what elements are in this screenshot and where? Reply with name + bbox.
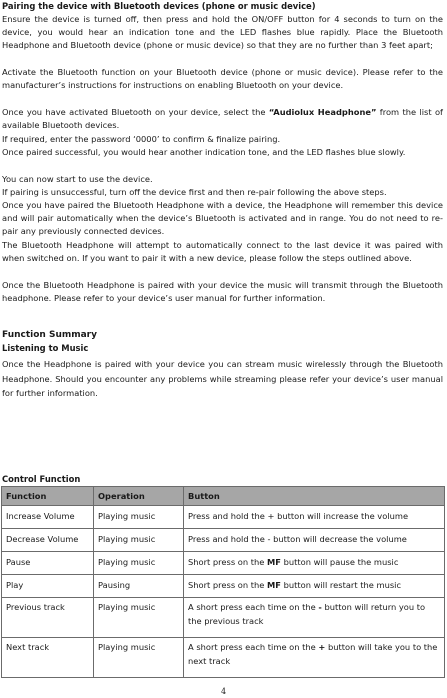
page-number: 4 xyxy=(220,687,227,696)
operation-cell: Pausing xyxy=(94,575,184,598)
device-name: “Audiolux Headphone” xyxy=(268,107,377,117)
pairing-step-password: If required, enter the password ‘0000’ to confirm & finalize pairing. xyxy=(2,134,281,144)
pairing-step-select-device xyxy=(2,106,443,132)
table-row xyxy=(2,552,445,575)
table-row xyxy=(2,638,445,678)
operation-cell: Playing music xyxy=(94,598,184,638)
button-text: Short press on the xyxy=(188,557,268,567)
listening-subheading: Listening to Music xyxy=(2,343,89,353)
table-header-row xyxy=(2,487,445,506)
button-text-end: button will pause the music xyxy=(280,557,399,567)
control-function-table xyxy=(1,486,445,678)
operation-cell: Playing music xyxy=(94,552,184,575)
control-function-heading: Control Function xyxy=(2,474,81,484)
pairing-heading: Pairing the device with Bluetooth devices (phone or music device) xyxy=(2,1,316,11)
select-device-text: Once you have activated Bluetooth on your device, select the xyxy=(2,107,269,117)
column-header-function: Function xyxy=(2,487,94,506)
pairing-step-ready: You can now start to use the device. xyxy=(2,174,153,184)
button-key: - xyxy=(318,602,322,612)
operation-cell: Playing music xyxy=(94,506,184,529)
button-key: MF xyxy=(267,557,281,567)
button-cell xyxy=(184,575,445,598)
button-cell xyxy=(184,638,445,678)
button-key: + xyxy=(318,642,326,652)
button-text: Short press on the xyxy=(188,580,268,590)
pairing-memory-note: Once you have paired the Bluetooth Headphone with a device, the Headphone will remember this device and will pair automatically when the device’s Bluetooth is activated and in range. You do not need to re-pair any previously connected devices. xyxy=(2,200,443,237)
column-header-operation: Operation xyxy=(94,487,184,506)
column-header-button: Button xyxy=(184,487,445,506)
operation-cell: Playing music xyxy=(94,638,184,678)
table-row xyxy=(2,506,445,529)
button-cell xyxy=(184,598,445,638)
button-key: MF xyxy=(267,580,281,590)
listening-text: Once the Headphone is paired with your device you can stream music wirelessly through the Bluetooth Headphone. Should you encounter any problems while streaming please refer your device’s user manual for further information. xyxy=(2,359,443,398)
function-cell: Previous track xyxy=(2,598,94,638)
pairing-step-activate-bluetooth: Activate the Bluetooth function on your Bluetooth device (phone or music device). Please refer to the manufacturer’s instructions for instructions on enabling Bluetooth on your device. xyxy=(2,67,443,91)
function-cell: Pause xyxy=(2,552,94,575)
function-summary-heading: Function Summary xyxy=(2,330,97,340)
function-cell: Play xyxy=(2,575,94,598)
table-row xyxy=(2,575,445,598)
button-text-end: button will take you to the next track xyxy=(188,642,438,666)
function-cell: Increase Volume xyxy=(2,506,94,529)
select-device-text-end: from the list of available Bluetooth devices. xyxy=(2,107,443,131)
table-row xyxy=(2,598,445,638)
pairing-step-power-on: Ensure the device is turned off, then press and hold the ON/OFF button for 4 seconds to turn on the device, you would hear an indication tone and the LED flashes blue rapidly. Place the Bluetooth Headphone and Bluetooth device (phone or music device) so that they are no further than 3 feet apart; xyxy=(2,14,443,51)
operation-cell: Playing music xyxy=(94,529,184,552)
button-cell xyxy=(184,552,445,575)
button-cell: Press and hold the - button will decrease the volume xyxy=(184,529,445,552)
function-cell: Next track xyxy=(2,638,94,678)
button-text-end: button will restart the music xyxy=(280,580,402,590)
button-cell: Press and hold the + button will increase the volume xyxy=(184,506,445,529)
button-text-end: button will return you to the previous track xyxy=(188,602,426,626)
table-row xyxy=(2,529,445,552)
pairing-step-success: Once paired successful, you would hear another indication tone, and the LED flashes blue slowly. xyxy=(2,147,406,157)
button-text: A short press each time on the xyxy=(188,642,319,652)
pairing-transmit-note: Once the Bluetooth Headphone is paired with your device the music will transmit through the Bluetooth headphone. Please refer to your device’s user manual for further information. xyxy=(2,280,443,304)
pairing-step-unsuccessful: If pairing is unsuccessful, turn off the device first and then re-pair following the above steps. xyxy=(2,187,387,197)
button-text: A short press each time on the xyxy=(188,602,319,612)
pairing-auto-connect-note: The Bluetooth Headphone will attempt to automatically connect to the last device it was paired with when switched on. If you want to pair it with a new device, please follow the steps outlined above. xyxy=(2,240,443,264)
function-cell: Decrease Volume xyxy=(2,529,94,552)
